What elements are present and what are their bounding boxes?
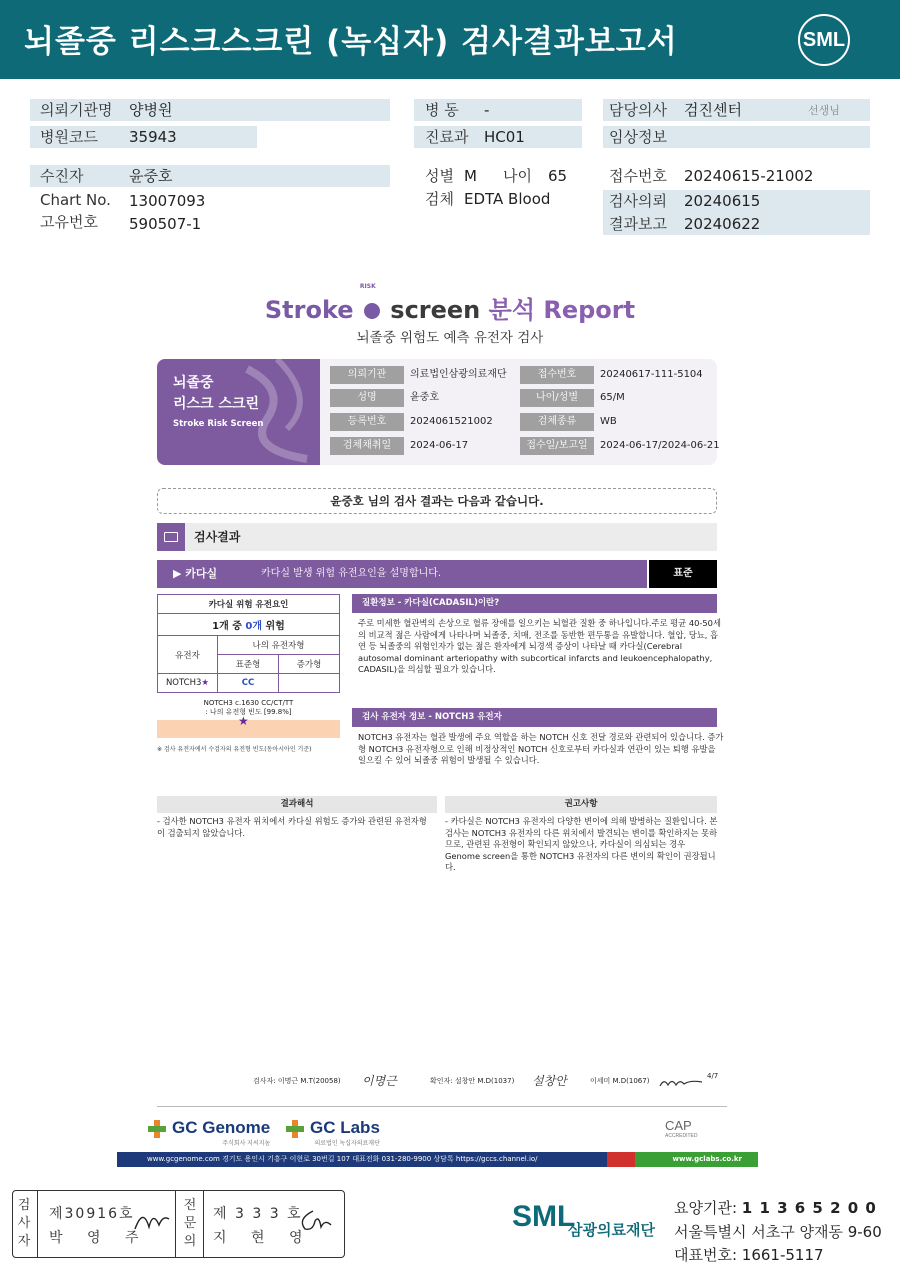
brand-subtitle: 뇌졸중 위험도 예측 유전자 검사 — [356, 330, 544, 346]
age: 65 — [548, 167, 568, 185]
brand-risk: RISK — [359, 283, 376, 290]
standard-value: CC — [218, 674, 279, 693]
card-title-line1: 뇌졸중 — [173, 375, 214, 391]
report-title: 뇌졸중 리스크스크린 (녹십자) 검사결과보고서 — [24, 24, 678, 60]
frequency-star-icon: ★ — [238, 714, 249, 728]
gene-col-header: 유전자 — [158, 636, 218, 674]
referring-org: 양병원 — [129, 101, 173, 119]
frequency-line1: NOTCH3 c.1630 CC/CT/TT — [203, 699, 294, 707]
institution-code-value: 1 1 3 6 5 2 0 0 — [741, 1199, 877, 1217]
sml-tel — [674, 1244, 824, 1265]
hospital-code: 35943 — [129, 128, 177, 146]
cap-name: CAP — [665, 1118, 692, 1133]
tester-signature: 이명근 — [362, 1074, 397, 1088]
disease-info-bar: 질환정보 - 카다실(CADASIL)이란? — [352, 594, 717, 613]
card-value: WB — [600, 416, 617, 427]
gene-info-bar: 검사 유전자 정보 - NOTCH3 유전자 — [352, 708, 717, 727]
specialist-license-name: 지 현 영 — [213, 1230, 313, 1246]
gene-risk-table — [157, 594, 340, 693]
tester-vertical-label: 검사자 — [17, 1198, 31, 1249]
risk-count-post: 위험 — [265, 621, 285, 632]
hospital-code-label: 병원코드 — [40, 128, 98, 146]
tester-license-no: 제30916호 — [49, 1206, 135, 1222]
sex-label: 성별 — [425, 167, 454, 185]
increased-col-header: 증가형 — [279, 655, 340, 674]
sml-address: 서울특별시 서초구 양재동 9-60 — [674, 1223, 882, 1241]
cadasil-name: ▶ 카다실 — [173, 567, 218, 580]
interpretation-text: - 검사한 NOTCH3 유전자 위치에서 카다실 위험도 증가와 관련된 유전자형이 검출되지 않았습니다. — [157, 816, 427, 838]
card-value: 의료법인삼광의료재단 — [410, 369, 507, 380]
sml-name: 삼광의료재단 — [568, 1221, 655, 1239]
standard-badge: 표준 — [649, 560, 717, 588]
card-eng-title: Stroke Risk Screen — [173, 419, 264, 429]
tester-signature-label: 검사자: 이명근 M.T(20058) — [253, 1077, 341, 1085]
card-key: 나이/성별 — [520, 389, 594, 407]
referring-org-label: 의뢰기관명 — [40, 101, 113, 119]
specimen-label: 검체 — [425, 190, 454, 208]
footer-url: www.gclabs.co.kr — [672, 1155, 742, 1163]
brand-report: 분석 Report — [488, 296, 636, 324]
uid: 590507-1 — [129, 215, 202, 233]
third-signature-label: 이세미 M.D(1067) — [590, 1077, 650, 1085]
gc-cross-icon — [286, 1120, 304, 1138]
sml-logo: SML — [798, 14, 850, 66]
card-key: 접수일/보고일 — [520, 437, 594, 455]
risk-count-pre: 1개 중 — [212, 621, 242, 632]
specialist-vertical-label: 전문의 — [183, 1198, 197, 1249]
dept: HC01 — [484, 128, 525, 146]
card-value: 2024-06-17/2024-06-21 — [600, 440, 720, 451]
clinical-label: 임상정보 — [609, 128, 667, 146]
card-value: 윤중호 — [410, 392, 439, 403]
license-stamp — [12, 1190, 345, 1258]
confirmer-signature: 설창안 — [532, 1074, 567, 1088]
star-icon: ★ — [201, 678, 210, 688]
section-title: 검사결과 — [194, 530, 241, 544]
gc-cross-icon — [148, 1120, 166, 1138]
gcgenome-name: GC Genome — [172, 1118, 271, 1137]
gene-name: NOTCH3 — [165, 678, 202, 688]
gcgenome-sub: 주식회사 지씨지놈 — [222, 1141, 271, 1147]
recommendation-text: - 카다실은 NOTCH3 유전자의 다양한 변이에 의해 발병하는 질환입니다. 본 검사는 NOTCH3 유전자의 다른 위치에서 발견되는 변이를 확인하지는 못하므로, 관련된 유전형이 확인되지 않았으나, 카다실이 의심되는 경우 Genome screen을 통한 NOTCH3 유전자의 다른 변이의 확인이 권장됩니다. — [445, 816, 718, 872]
specimen: EDTA Blood — [464, 190, 551, 208]
risk-count — [158, 614, 340, 636]
cadasil-desc: 카다실 발생 위험 유전요인을 설명합니다. — [261, 568, 442, 579]
report-header — [0, 0, 900, 79]
sex: M — [464, 167, 477, 185]
age-label: 나이 — [503, 167, 532, 185]
footer-text: www.gcgenome.com 경기도 용인시 기흥구 이현로 30번길 107 대표전화 031-280-9900 상담톡 https://gccs.channel.io/ — [147, 1155, 538, 1163]
gcgenome-logo — [172, 1118, 270, 1147]
chart-number: 13007093 — [129, 192, 206, 210]
cap-sub: ACCREDITED — [665, 1133, 698, 1139]
ward-label: 병 동 — [425, 101, 459, 119]
greeting-banner: 윤중호 님의 검사 결과는 다음과 같습니다. — [157, 488, 717, 514]
brand-screen: screen — [390, 296, 481, 324]
cadasil-bar — [157, 560, 647, 588]
divider — [157, 1106, 727, 1107]
card-title-line2: 리스크 스크린 — [173, 396, 260, 412]
increased-value — [279, 674, 340, 693]
folder-icon — [157, 523, 185, 551]
gene-info-text: NOTCH3 유전자는 혈관 발생에 주요 역할을 하는 NOTCH 신호 전달 경로와 관련되어 있습니다. 증가형 NOTCH3 유전자형으로 인해 비정상적인 NOTCH 신호로부터 카다실과 연관이 있는 퇴행 유발을 일으킬 수 있어 뇌졸중 위험이 발생될 수 있습니다. — [358, 732, 724, 765]
institution-code-label: 요양기관: — [674, 1199, 738, 1217]
brand-stroke: Stroke — [264, 296, 354, 324]
receipt-number: 20240615-21002 — [684, 167, 814, 185]
card-value: 2024061521002 — [410, 416, 493, 427]
risk-icon — [359, 283, 382, 324]
card-value: 65/M — [600, 392, 625, 403]
doctor-suffix: 선생님 — [808, 104, 840, 117]
footer-red-band — [607, 1152, 635, 1167]
row-bar — [30, 165, 390, 187]
card-title — [173, 373, 259, 415]
receipt-label: 접수번호 — [609, 167, 667, 185]
standard-col-header: 표준형 — [218, 655, 279, 674]
card-value: 2024-06-17 — [410, 440, 469, 451]
chart-label: Chart No. — [40, 191, 111, 209]
card-key: 등록번호 — [330, 413, 404, 431]
risk-count-num: 0개 — [245, 621, 263, 632]
stroke-screen-brand — [0, 283, 900, 325]
sml-tel-value: 1661-5117 — [741, 1246, 824, 1264]
interpretation-title: 결과해석 — [157, 796, 437, 813]
page-number: 4/7 — [707, 1072, 719, 1080]
section-header — [157, 523, 717, 551]
request-date: 20240615 — [684, 192, 761, 210]
uid-label: 고유번호 — [40, 213, 98, 231]
sml-bottom-logo: SML — [512, 1200, 576, 1233]
frequency-line2: : 나의 유전형 빈도 [99.8%] — [205, 708, 292, 716]
gclabs-logo — [310, 1118, 380, 1147]
disease-info-text: 주로 미세한 혈관벽의 손상으로 혈류 장애를 일으키는 뇌혈관 질환 중 하나입니다.주로 평균 40-50세의 비교적 젊은 사람에게 나타나며 뇌졸중, 치매, 전조를 동반한 편두통을 유발합니다. 혈압, 당뇨, 흡연 등 뇌졸중의 위험인자가 없는 젊은 환자에게 뇌경색 증상이 나타날 때 카다실(Cerebral autosomal dominant arteriopathy with subcortical infarcts and leukoencephalopathy, CADASIL)을 의심할 필요가 있습니다. — [358, 618, 721, 674]
gene-cell — [158, 674, 218, 693]
frequency-note: ※ 검사 유전자에서 수검자의 유전형 빈도(동아시아인 기준) — [157, 746, 312, 753]
card-key: 검체종류 — [520, 413, 594, 431]
cap-logo — [665, 1118, 698, 1139]
specialist-handwritten-signature — [295, 1205, 335, 1235]
institution-code — [674, 1197, 877, 1218]
card-key: 검체채취일 — [330, 437, 404, 455]
confirmer-signature-label: 확인자: 설창안 M.D(1037) — [430, 1077, 515, 1085]
gclabs-sub: 의료법인 녹십자의료재단 — [314, 1141, 380, 1147]
doctor: 검진센터 — [684, 101, 742, 119]
dept-label: 진료과 — [425, 128, 469, 146]
third-signature-scribble — [658, 1076, 704, 1090]
footer-bar — [117, 1152, 758, 1167]
my-genotype-header: 나의 유전자형 — [218, 636, 340, 655]
ward: - — [484, 101, 490, 119]
report-date: 20240622 — [684, 215, 761, 233]
patient-name: 윤중호 — [129, 167, 173, 185]
report-label: 결과보고 — [609, 215, 667, 233]
patient-label: 수진자 — [40, 167, 84, 185]
tester-license-name: 박 영 주 — [49, 1230, 149, 1246]
card-key: 의뢰기관 — [330, 366, 404, 384]
gene-table-title: 카다실 위험 유전요인 — [158, 595, 340, 614]
specialist-license-no: 제 3 3 3 호 — [213, 1206, 303, 1222]
recommendation-title: 권고사항 — [445, 796, 717, 813]
card-title-panel — [157, 359, 320, 465]
card-key: 접수번호 — [520, 366, 594, 384]
card-value: 20240617-111-5104 — [600, 369, 703, 380]
tester-handwritten-signature — [131, 1205, 171, 1235]
gclabs-name: GC Labs — [310, 1118, 380, 1137]
request-label: 검사의뢰 — [609, 192, 667, 210]
card-key: 성명 — [330, 389, 404, 407]
sml-tel-label: 대표번호: — [674, 1246, 738, 1264]
doctor-label: 담당의사 — [609, 101, 667, 119]
